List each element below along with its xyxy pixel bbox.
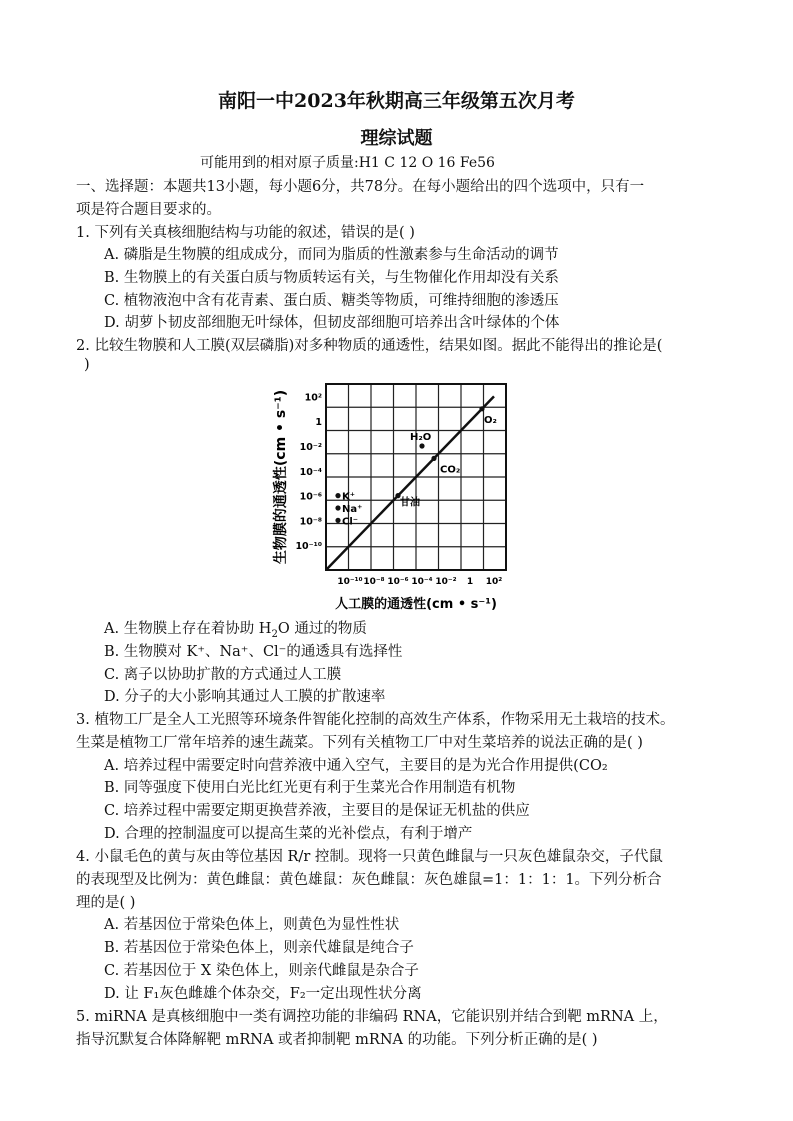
x-tick-label: 10⁻² <box>435 577 457 587</box>
y-tick-label: 10⁻¹⁰ <box>295 541 322 553</box>
atomic-masses: 可能用到的相对原子质量:H1 C 12 O 16 Fe56 <box>200 155 495 171</box>
y-tick-label: 10⁻⁶ <box>299 491 322 503</box>
data-point <box>419 443 424 448</box>
x-tick-label: 10⁻⁶ <box>387 577 409 587</box>
data-point-label: 甘油 <box>400 497 420 509</box>
q4-stem-line1: 4. 小鼠毛色的黄与灰由等位基因 R/r 控制。现将一只黄色雌鼠与一只灰色雄鼠杂交，子代鼠 <box>76 849 663 865</box>
x-tick-label: 10⁻⁴ <box>411 577 433 587</box>
q1-option-d: D. 胡萝卜韧皮部细胞无叶绿体，但韧皮部细胞可培养出含叶绿体的个体 <box>104 315 560 331</box>
exam-title: 南阳一中2023年秋期高三年级第五次月考 <box>218 90 575 112</box>
data-point-label: CO₂ <box>440 464 461 476</box>
q3-stem-line2: 生菜是植物工厂常年培养的速生蔬菜。下列有关植物工厂中对生菜培养的说法正确的是( ) <box>76 735 643 751</box>
y-tick-label: 10⁻² <box>299 442 322 453</box>
y-tick-label: 10⁻⁴ <box>299 466 322 478</box>
q2-option-c: C. 离子以协助扩散的方式通过人工膜 <box>104 667 342 683</box>
data-point-label: Na⁺ <box>342 504 363 515</box>
q5-stem-line2: 指导沉默复合体降解靶 mRNA 或者抑制靶 mRNA 的功能。下列分析正确的是( ) <box>76 1032 598 1048</box>
q1-option-b: B. 生物膜上的有关蛋白质与物质转运有关，与生物催化作用却没有关系 <box>104 270 559 286</box>
data-point <box>335 493 340 498</box>
x-tick-label: 10⁻⁸ <box>363 577 385 587</box>
q4-option-b: B. 若基因位于常染色体上，则亲代雄鼠是纯合子 <box>104 940 414 956</box>
q2-stem-line1: 2. 比较生物膜和人工膜(双层磷脂)对多种物质的通透性，结果如图。据此不能得出的推论是( <box>76 338 663 354</box>
data-point-label: H₂O <box>410 432 432 443</box>
q4-option-a: A. 若基因位于常染色体上，则黄色为显性性状 <box>104 917 400 933</box>
q5-stem-line1: 5. miRNA 是真核细胞中一类有调控功能的非编码 RNA，它能识别并结合到靶 mRNA 上， <box>76 1009 668 1025</box>
data-point <box>335 518 340 523</box>
data-point-label: Cl⁻ <box>342 516 359 528</box>
q3-option-b: B. 同等强度下使用白光比红光更有利于生菜光合作用制造有机物 <box>104 780 516 796</box>
q2-option-a: A. 生物膜上存在着协助 $H_2O$ 通过的物质 <box>104 621 367 640</box>
chart-y-ticks <box>295 392 322 552</box>
chart-x-label: 人工膜的通透性(cm • s⁻¹) <box>335 597 497 612</box>
q3-option-d: D. 合理的控制温度可以提高生菜的光补偿点，有利于增产 <box>104 826 473 842</box>
data-point-label: O₂ <box>484 414 497 426</box>
permeability-chart <box>268 378 528 618</box>
y-tick-label: 10² <box>304 392 322 404</box>
q1-option-a: A. 磷脂是生物膜的组成成分，而同为脂质的性激素参与生命活动的调节 <box>104 247 559 263</box>
q2-option-b: B. 生物膜对 K⁺、Na⁺、Cl⁻的通透具有选择性 <box>104 644 403 660</box>
q3-option-c: C. 培养过程中需要定期更换营养液，主要目的是保证无机盐的供应 <box>104 803 530 819</box>
data-point <box>431 456 436 461</box>
data-point-label: K⁺ <box>342 491 356 503</box>
q1-option-c: C. 植物液泡中含有花青素、蛋白质、糖类等物质，可维持细胞的渗透压 <box>104 293 559 309</box>
q4-stem-line2: 的表现型及比例为：黄色雌鼠：黄色雄鼠：灰色雌鼠：灰色雄鼠=1：1：1：1。下列分析合 <box>76 872 662 888</box>
data-point <box>335 505 340 510</box>
chart-diagonal-line <box>326 396 494 570</box>
chart-x-ticks <box>337 577 502 587</box>
y-tick-label: 1 <box>315 417 322 429</box>
chart-y-label: 生物膜的通透性(cm • s⁻¹) <box>273 389 289 565</box>
data-point <box>479 406 484 411</box>
section-intro-line2: 项是符合题目要求的。 <box>76 202 221 218</box>
q4-stem-line3: 理的是( ) <box>76 895 136 911</box>
q2-stem-line2: ) <box>84 357 90 373</box>
q4-option-d: D. 让 F₁灰色雌雄个体杂交，F₂一定出现性状分离 <box>104 986 422 1002</box>
exam-subtitle: 理综试题 <box>360 128 433 149</box>
q3-stem-line1: 3. 植物工厂是全人工光照等环境条件智能化控制的高效生产体系，作物采用无土栽培的技术。 <box>76 712 675 728</box>
q3-option-a: A. 培养过程中需要定时向营养液中通入空气，主要目的是为光合作用提供(CO₂ <box>104 758 608 774</box>
q1-stem: 1. 下列有关真核细胞结构与功能的叙述，错误的是( ) <box>76 225 415 241</box>
x-tick-label: 10² <box>485 577 503 587</box>
x-tick-label: 10⁻¹⁰ <box>337 577 363 587</box>
y-tick-label: 10⁻⁸ <box>299 516 322 528</box>
section-intro-line1: 一、选择题：本题共13小题，每小题6分，共78分。在每小题给出的四个选项中，只有一 <box>76 179 645 195</box>
q2-option-d: D. 分子的大小影响其通过人工膜的扩散速率 <box>104 689 386 705</box>
q4-option-c: C. 若基因位于 X 染色体上，则亲代雌鼠是杂合子 <box>104 963 419 979</box>
x-tick-label: 1 <box>466 577 474 587</box>
